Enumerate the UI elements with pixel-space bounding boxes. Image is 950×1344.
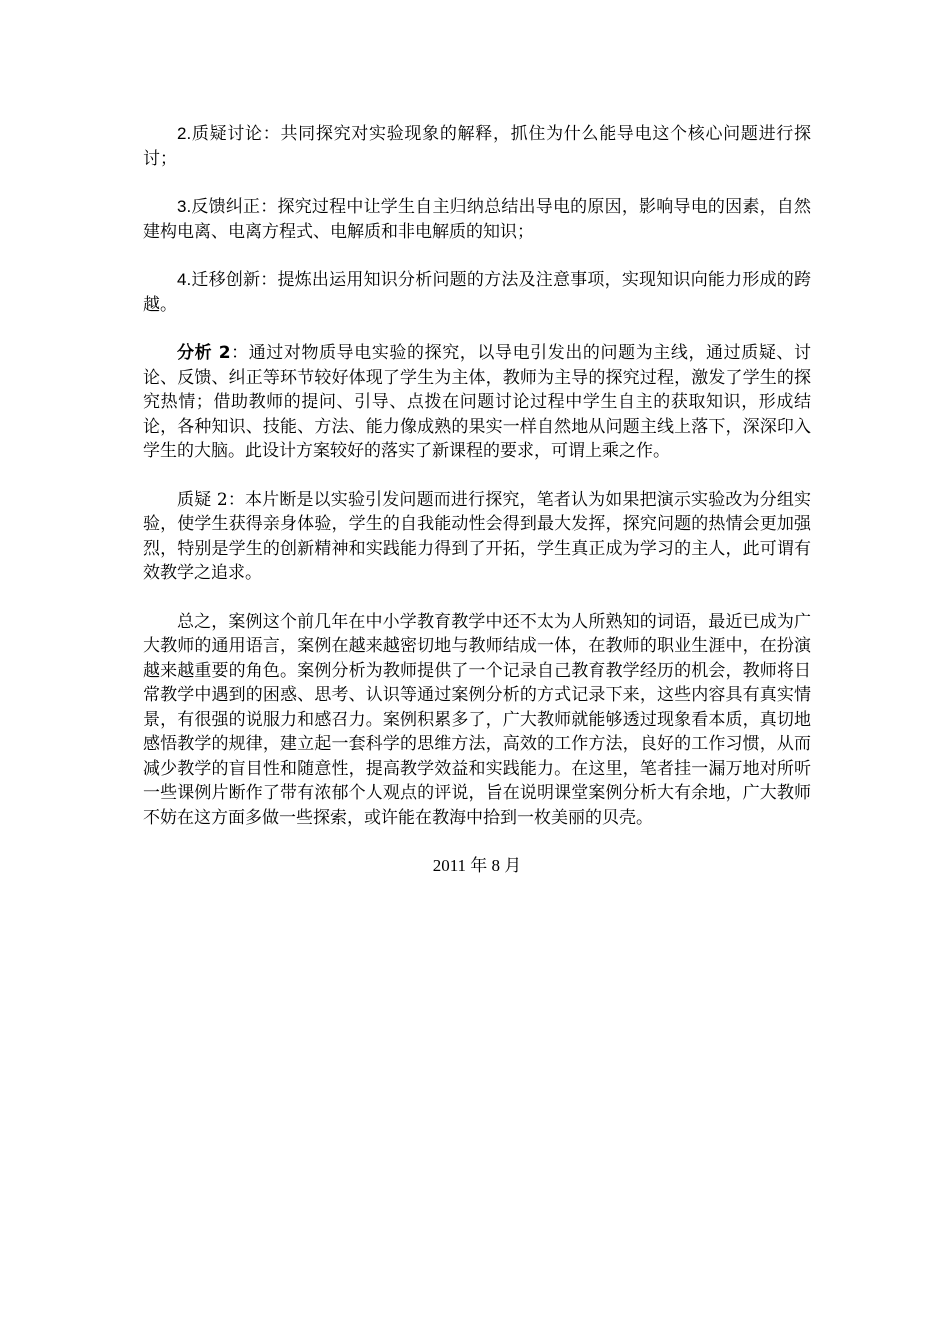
conclusion-paragraph bbox=[143, 610, 811, 831]
step-label: 反馈纠正 bbox=[191, 197, 261, 217]
step-label: 迁移创新 bbox=[191, 270, 261, 290]
step-label: 质疑讨论 bbox=[191, 124, 263, 144]
analysis-label: 分析 2 bbox=[177, 343, 231, 363]
step-paragraph-2 bbox=[143, 122, 811, 171]
question-paragraph bbox=[143, 488, 811, 586]
document-date: 2011 年 8 月 bbox=[432, 856, 522, 875]
step-number: 2. bbox=[177, 124, 192, 143]
step-number: 3. bbox=[177, 197, 192, 216]
analysis-text: ：通过对物质导电实验的探究，以导电引发出的问题为主线，通过质疑、讨论、反馈、纠正等环节较好体现了学生为主体，教师为主导的探究过程，激发了学生的探究热情；借助教师的提问、引导、点拨在问题讨论过程中学生自主的获取知识，形成结论，各种知识、技能、方法、能力像成熟的果实一样自然地从问题主线上落下，深深印入学生的大脑。此设计方案较好的落实了新课程的要求，可谓上乘之作。 bbox=[143, 343, 812, 461]
step-text: ：共同探究对实验现象的解释，抓住为什么能导电这个核心问题进行探讨； bbox=[143, 124, 812, 169]
step-number: 4. bbox=[177, 270, 192, 289]
step-text: ：提炼出运用知识分析问题的方法及注意事项，实现知识向能力形成的跨越。 bbox=[143, 270, 812, 315]
question-text: 质疑 2：本片断是以实验引发问题而进行探究，笔者认为如果把演示实验改为分组实验，使学生获得亲身体验，学生的自我能动性会得到最大发挥，探究问题的热情会更加强烈，特别是学生的创新精神和实践能力得到了开拓，学生真正成为学习的主人，此可谓有效教学之追求。 bbox=[143, 489, 811, 583]
conclusion-text: 总之，案例这个前几年在中小学教育教学中还不太为人所熟知的词语，最近已成为广大教师的通用语言，案例在越来越密切地与教师结成一体，在教师的职业生涯中，在扮演越来越重要的角色。案例分析为教师提供了一个记录自己教育教学经历的机会，教师将日常教学中遇到的困惑、思考、认识等通过案例分析的方式记录下来，这些内容具有真实情景，有很强的说服力和感召力。案例积累多了，广大教师就能够透过现象看本质，真切地感悟教学的规律，建立起一套科学的思维方法，高效的工作方法，良好的工作习惯，从而减少教学的盲目性和随意性，提高教学效益和实践能力。在这里，笔者挂一漏万地对所听一些课例片断作了带有浓郁个人观点的评说，旨在说明课堂案例分析大有余地，广大教师不妨在这方面多做一些探索，或许能在教海中拾到一枚美丽的贝壳。 bbox=[143, 611, 811, 828]
analysis-paragraph bbox=[143, 341, 811, 464]
step-paragraph-3 bbox=[143, 195, 811, 244]
step-text: ：探究过程中让学生自主归纳总结出导电的原因，影响导电的因素，自然建构电离、电离方程式、电解质和非电解质的知识； bbox=[143, 197, 812, 242]
document-body bbox=[143, 122, 811, 903]
step-paragraph-4 bbox=[143, 268, 811, 317]
